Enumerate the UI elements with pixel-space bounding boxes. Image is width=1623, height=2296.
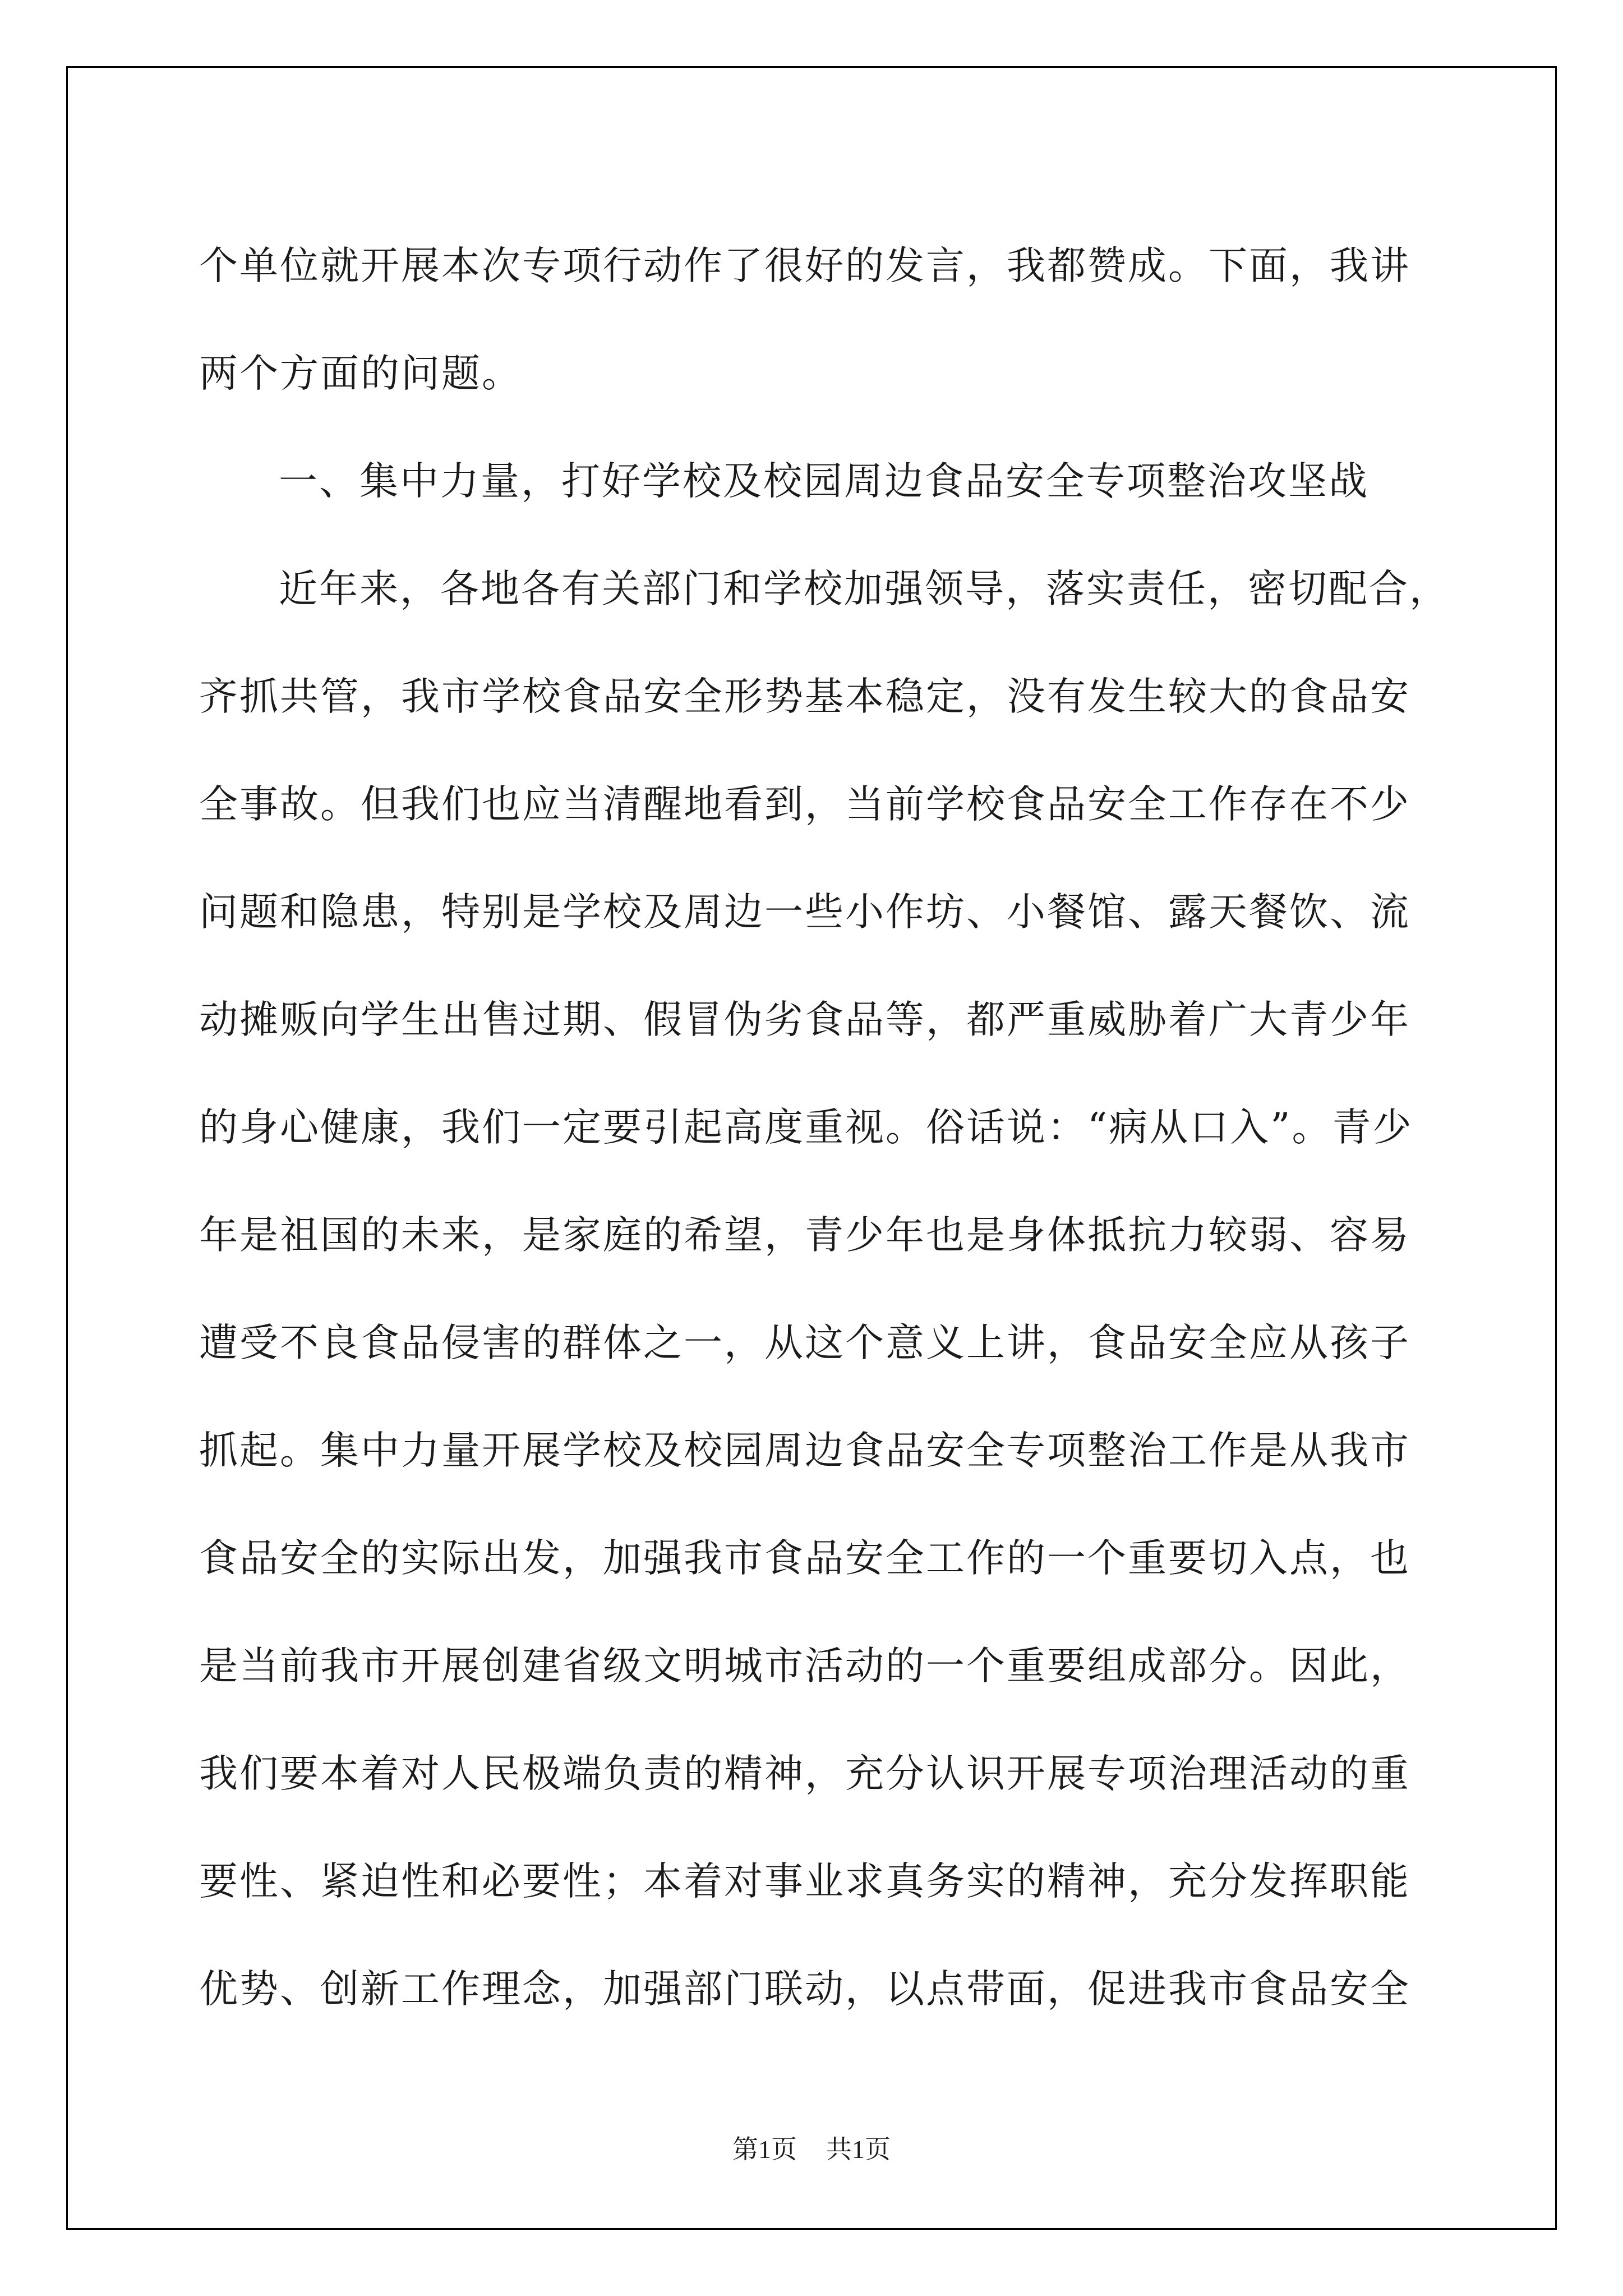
body-line-7: 问题和隐患，特别是学校及周边一些小作坊、小餐馆、露天餐饮、流 <box>199 890 1410 935</box>
page-number-total: 共1页 <box>826 2135 891 2164</box>
body-line-8: 动摊贩向学生出售过期、假冒伪劣食品等，都严重威胁着广大青少年 <box>199 997 1410 1042</box>
body-line-11: 遭受不良食品侵害的群体之一，从这个意义上讲，食品安全应从孩子 <box>199 1320 1410 1365</box>
body-line-15: 我们要本着对人民极端负责的精神，充分认识开展专项治理活动的重 <box>199 1751 1410 1796</box>
document-body <box>199 212 1450 2043</box>
body-line-14: 是当前我市开展创建省级文明城市活动的一个重要组成部分。因此， <box>199 1644 1410 1688</box>
page-number-current: 第1页 <box>732 2135 797 2164</box>
body-line-6: 全事故。但我们也应当清醒地看到，当前学校食品安全工作存在不少 <box>199 782 1410 827</box>
body-line-1: 个单位就开展本次专项行动作了很好的发言，我都赞成。下面，我讲 <box>199 243 1410 288</box>
body-line-2: 两个方面的问题。 <box>199 351 522 396</box>
body-line-5: 齐抓共管，我市学校食品安全形势基本稳定，没有发生较大的食品安 <box>199 674 1410 719</box>
page-footer <box>0 2129 1623 2166</box>
body-line-17: 优势、创新工作理念，加强部门联动，以点带面，促进我市食品安全 <box>199 1967 1410 2012</box>
body-line-4: 近年来，各地各有关部门和学校加强领导，落实责任，密切配合， <box>279 567 1450 611</box>
body-line-13: 食品安全的实际出发，加强我市食品安全工作的一个重要切入点，也 <box>199 1536 1410 1581</box>
body-line-10: 年是祖国的未来，是家庭的希望，青少年也是身体抵抗力较弱、容易 <box>199 1213 1410 1258</box>
body-line-16: 要性、紧迫性和必要性；本着对事业求真务实的精神，充分发挥职能 <box>199 1859 1410 1904</box>
body-line-12: 抓起。集中力量开展学校及校园周边食品安全专项整治工作是从我市 <box>199 1428 1410 1473</box>
body-line-9: 的身心健康，我们一定要引起高度重视。俗话说：“病从口入”。青少 <box>199 1105 1413 1150</box>
section-heading: 一、集中力量，打好学校及校园周边食品安全专项整治攻坚战 <box>279 459 1369 504</box>
